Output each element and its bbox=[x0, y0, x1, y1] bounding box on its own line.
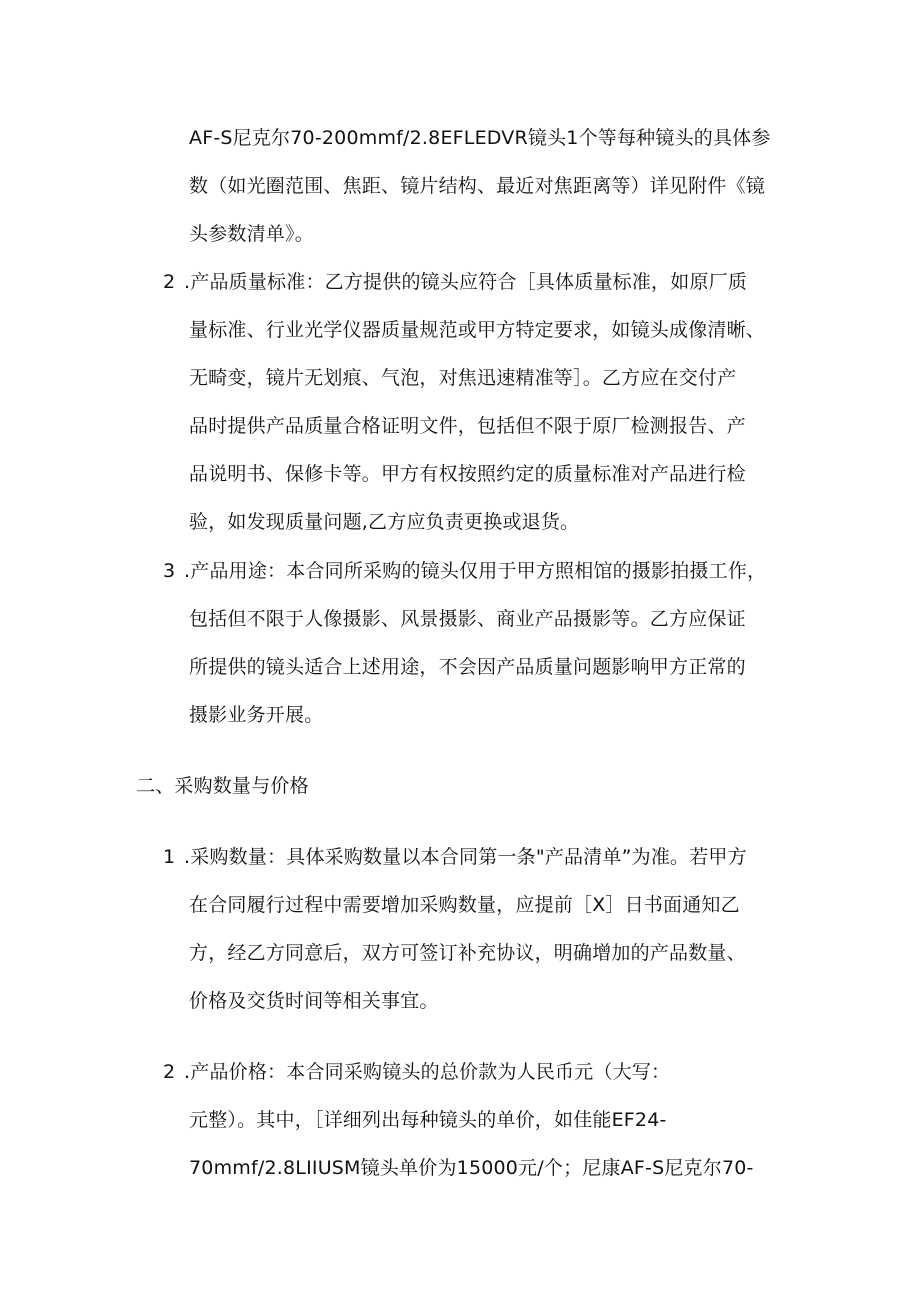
s2-item1-line-4: 价格及交货时间等相关事宜。 bbox=[189, 990, 439, 1012]
s2-item2-line-3: 70mmf/2.8LIIUSM镜头单价为15000元/个；尼康AF-S尼克尔70- bbox=[189, 1157, 754, 1179]
item3-number: 3 bbox=[163, 560, 176, 582]
item2-line-4: 品时提供产品质量合格证明文件，包括但不限于原厂检测报告、产 bbox=[189, 415, 746, 437]
section-heading: 二、采购数量与价格 bbox=[136, 775, 309, 797]
item2-line-3: 无畸变，镜片无划痕、气泡，对焦迅速精准等］。乙方应在交付产 bbox=[189, 367, 737, 389]
s2-item1-number: 1 bbox=[163, 846, 176, 868]
item1-line-1: AF-S尼克尔70-200mmf/2.8EFLEDVR镜头1个等每种镜头的具体参 bbox=[189, 127, 771, 149]
s2-item1-line-2: 在合同履行过程中需要增加采购数量，应提前［X］日书面通知乙 bbox=[189, 894, 740, 916]
item1-line-3: 头参数清单》。 bbox=[189, 223, 314, 245]
s2-item1-line-1: .采购数量：具体采购数量以本合同第一条"产品清单”为准。若甲方 bbox=[184, 846, 747, 868]
item2-line-2: 量标准、行业光学仪器质量规范或甲方特定要求，如镜头成像清晰、 bbox=[189, 319, 766, 341]
item2-line-6: 验，如发现质量问题,乙方应负责更换或退货。 bbox=[189, 511, 580, 533]
item3-line-1: .产品用途：本合同所采购的镜头仅用于甲方照相馆的摄影拍摄工作， bbox=[184, 560, 767, 582]
item3-line-4: 摄影业务开展。 bbox=[189, 704, 324, 726]
s2-item2-line-2: 元整）。其中，［详细列出每种镜头的单价，如佳能EF24- bbox=[189, 1109, 667, 1131]
s2-item2-line-1: .产品价格：本合同采购镜头的总价款为人民币元（大写： bbox=[184, 1061, 671, 1083]
s2-item2-number: 2 bbox=[163, 1061, 176, 1083]
item3-line-3: 所提供的镜头适合上述用途，不会因产品质量问题影响甲方正常的 bbox=[189, 656, 746, 678]
item3-line-2: 包括但不限于人像摄影、风景摄影、商业产品摄影等。乙方应保证 bbox=[189, 608, 746, 630]
item2-number: 2 bbox=[163, 271, 176, 293]
item2-line-1: .产品质量标准：乙方提供的镜头应符合［具体质量标准，如原厂质 bbox=[184, 271, 748, 293]
s2-item1-line-3: 方，经乙方同意后，双方可签订补充协议，明确增加的产品数量、 bbox=[189, 942, 746, 964]
item1-line-2: 数（如光圈范围、焦距、镜片结构、最近对焦距离等）详见附件《镜 bbox=[189, 175, 766, 197]
item2-line-5: 品说明书、保修卡等。甲方有权按照约定的质量标准对产品进行检 bbox=[189, 463, 746, 485]
